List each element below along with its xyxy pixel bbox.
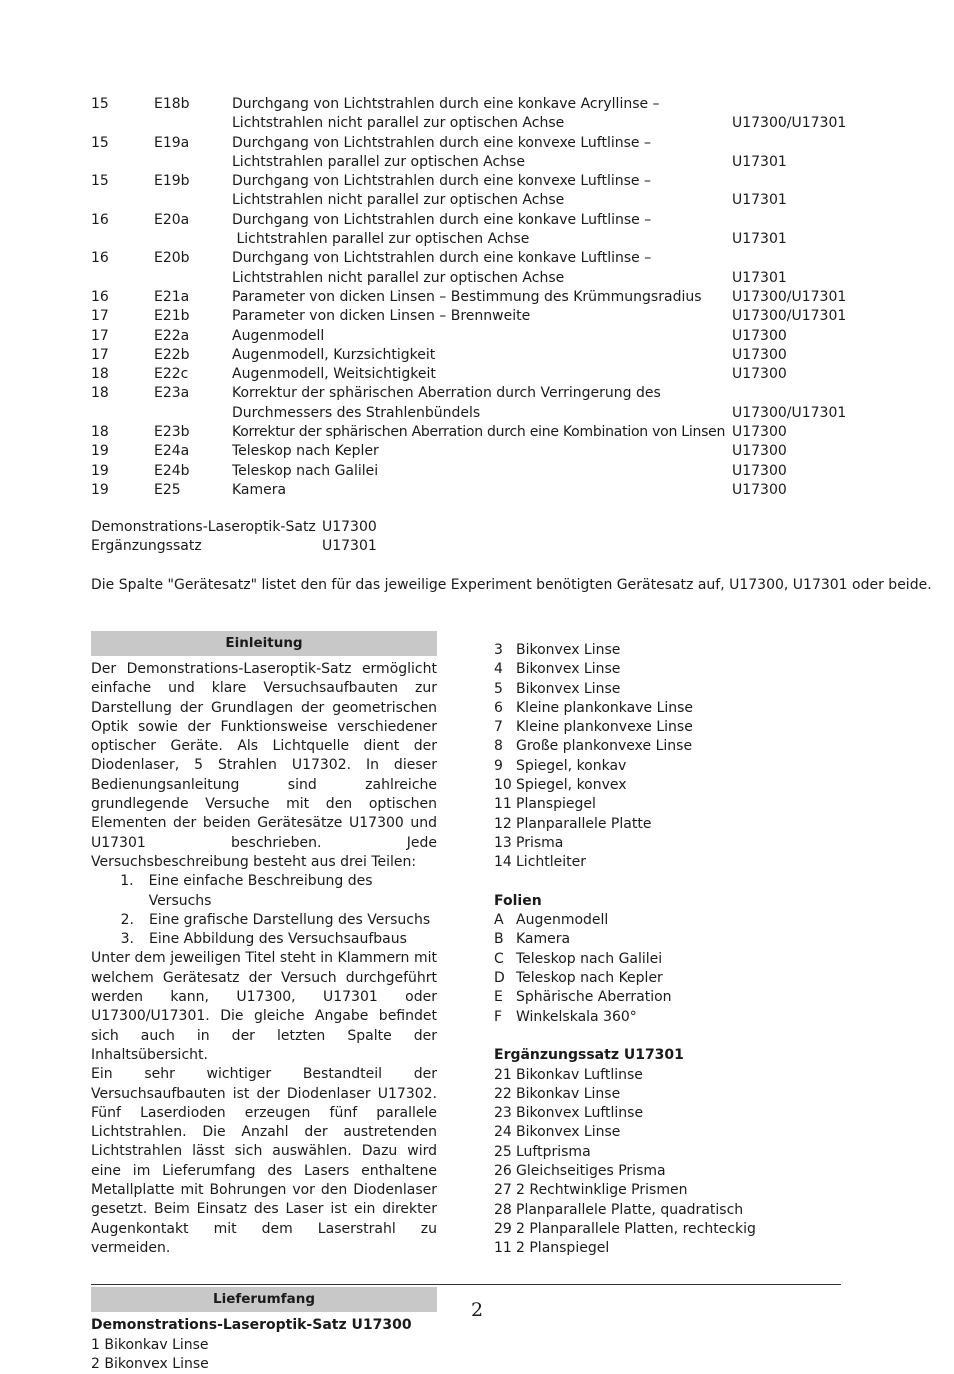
toc-set bbox=[732, 172, 851, 191]
toc-code: E19a bbox=[154, 134, 190, 151]
toc-page bbox=[91, 404, 154, 423]
toc-title: Durchgang von Lichtstrahlen durch eine konkave Luftlinse – bbox=[232, 250, 652, 267]
item-number: 13 bbox=[494, 834, 512, 851]
item-text: Sphärische Aberration bbox=[516, 989, 672, 1006]
toc-row bbox=[91, 442, 851, 461]
list-item bbox=[494, 1239, 854, 1258]
item-text: Kleine plankonkave Linse bbox=[516, 699, 694, 716]
item-number: 9 bbox=[494, 757, 503, 774]
list-item bbox=[494, 660, 854, 679]
list-item bbox=[494, 1066, 854, 1085]
list-item bbox=[494, 1104, 854, 1123]
toc-page: 16 bbox=[91, 288, 109, 305]
toc-code: E24a bbox=[154, 443, 190, 460]
toc-set: U17300/U17301 bbox=[732, 404, 847, 421]
list-item bbox=[494, 950, 854, 969]
intro-list bbox=[91, 872, 437, 949]
toc-row bbox=[91, 95, 851, 114]
list-item bbox=[494, 1085, 854, 1104]
toc-code: E22b bbox=[154, 346, 190, 363]
item-number: 8 bbox=[494, 738, 503, 755]
set-row bbox=[91, 537, 377, 556]
left-column bbox=[91, 631, 437, 1374]
item-text: Bikonvex Linse bbox=[516, 642, 621, 658]
toc-page: 17 bbox=[91, 308, 109, 325]
item-text: Augenmodell bbox=[516, 912, 609, 929]
toc-page bbox=[91, 114, 154, 133]
item-text: Bikonkav Luftlinse bbox=[516, 1066, 643, 1083]
section-heading-einleitung: Einleitung bbox=[91, 631, 437, 656]
item-number: 27 bbox=[494, 1182, 512, 1199]
list-item bbox=[494, 1201, 854, 1220]
item-text: Luftprisma bbox=[516, 1143, 591, 1160]
intro-paragraph: Unter dem jeweiligen Titel steht in Klammern mit welchem Gerätesatz der Versuch durchgeführt werden kann, U17300, U17301 oder U17300/U17301. Die gleiche Angabe befindet sich auch in der letzten Spalte der Inhaltsübersicht. bbox=[91, 950, 437, 1063]
toc-row bbox=[91, 365, 851, 384]
toc-row bbox=[91, 307, 851, 326]
list-item bbox=[494, 988, 854, 1007]
scope-subheading: Demonstrations-Laseroptik-Satz U17300 bbox=[91, 1317, 412, 1334]
list-item bbox=[494, 1220, 854, 1239]
toc-title: Augenmodell, Weitsichtigkeit bbox=[232, 366, 436, 383]
erganzungssatz-heading: Ergänzungssatz U17301 bbox=[494, 1047, 684, 1064]
list-item bbox=[494, 737, 854, 756]
toc-row bbox=[91, 269, 851, 288]
toc-page: 16 bbox=[91, 250, 109, 267]
toc-page: 15 bbox=[91, 173, 109, 190]
list-item bbox=[494, 1008, 854, 1027]
toc-page: 15 bbox=[91, 134, 109, 151]
toc-title: Durchgang von Lichtstrahlen durch eine konkave Acryllinse – bbox=[232, 96, 660, 112]
item-letter: E bbox=[494, 989, 503, 1006]
list-item bbox=[494, 1143, 854, 1162]
intro-paragraph: Ein sehr wichtiger Bestandteil der Versuchsaufbauten ist der Diodenlaser U17302. Fünf Laserdioden erzeugen fünf parallele Lichtstrahlen. Die Anzahl der austretenden Lichtstrahlen lässt sich auswählen. Dazu wird eine im Lieferumfang des Lasers enthaltene Metallplatte mit Bohrungen vor den Diodenlaser gesetzt. Beim Einsatz des Laser ist ein direkter Augenkontakt mit dem Laserstrahl zu vermeiden. bbox=[91, 1066, 437, 1256]
toc-code: E22c bbox=[154, 366, 189, 383]
list-item bbox=[494, 911, 854, 930]
item-letter: D bbox=[494, 970, 505, 987]
toc-code bbox=[154, 153, 232, 172]
toc-title: Parameter von dicken Linsen – Bestimmung des Krümmungsradius bbox=[232, 288, 702, 305]
item-letter: B bbox=[494, 931, 504, 948]
toc-page: 15 bbox=[91, 96, 109, 112]
item-number: 21 bbox=[494, 1066, 512, 1083]
toc-page: 17 bbox=[91, 327, 109, 344]
toc-set: U17300 bbox=[732, 481, 787, 498]
item-text: Bikonvex Linse bbox=[516, 661, 621, 678]
column-note: Die Spalte "Gerätesatz" listet den für das jeweilige Experiment benötigten Gerätesatz auf, U17300, U17301 oder beide. bbox=[91, 577, 932, 593]
folien-list bbox=[494, 911, 854, 1027]
right-column bbox=[494, 641, 854, 1259]
list-item bbox=[91, 930, 437, 949]
toc-page bbox=[91, 230, 154, 249]
item-text: Bikonvex Linse bbox=[516, 680, 621, 697]
list-number: 3. bbox=[120, 931, 134, 948]
toc-code: E23a bbox=[154, 385, 190, 402]
item-list-u17300 bbox=[494, 641, 854, 873]
list-item: 1 Bikonkav Linse bbox=[91, 1336, 209, 1353]
list-text: Eine grafische Darstellung des Versuchs bbox=[149, 911, 431, 928]
item-text: 2 Planspiegel bbox=[516, 1240, 610, 1257]
item-number: 4 bbox=[494, 661, 503, 678]
item-text: Lichtleiter bbox=[516, 854, 586, 871]
item-number: 23 bbox=[494, 1105, 512, 1122]
item-text: Spiegel, konvex bbox=[516, 777, 627, 794]
toc-page: 18 bbox=[91, 424, 109, 441]
toc-set: U17301 bbox=[732, 269, 787, 286]
toc-code bbox=[154, 404, 232, 423]
toc-row bbox=[91, 114, 851, 133]
list-item bbox=[494, 680, 854, 699]
item-number: 22 bbox=[494, 1085, 512, 1102]
toc-set: U17300/U17301 bbox=[732, 308, 847, 325]
list-item bbox=[494, 930, 854, 949]
set-code: U17300 bbox=[322, 519, 377, 535]
toc-row bbox=[91, 288, 851, 307]
toc-set: U17301 bbox=[732, 153, 787, 170]
item-text: Bikonvex Linse bbox=[516, 1124, 621, 1141]
toc-row bbox=[91, 230, 851, 249]
set-row bbox=[91, 518, 377, 537]
item-text: 2 Rechtwinklige Prismen bbox=[516, 1182, 688, 1199]
toc-set bbox=[732, 95, 851, 114]
item-number: 11 bbox=[494, 796, 512, 813]
list-item bbox=[494, 834, 854, 853]
set-list bbox=[91, 518, 377, 557]
item-text: Planparallele Platte, quadratisch bbox=[516, 1201, 744, 1218]
item-number: 5 bbox=[494, 680, 503, 697]
toc-code: E25 bbox=[154, 481, 181, 498]
toc-row bbox=[91, 211, 851, 230]
toc-set: U17300/U17301 bbox=[732, 115, 847, 132]
toc-row bbox=[91, 172, 851, 191]
toc-code bbox=[154, 230, 232, 249]
list-text: Eine Abbildung des Versuchsaufbaus bbox=[149, 931, 407, 948]
list-item bbox=[494, 795, 854, 814]
toc-row bbox=[91, 462, 851, 481]
list-item bbox=[494, 969, 854, 988]
item-text: Spiegel, konkav bbox=[516, 757, 627, 774]
list-item bbox=[494, 776, 854, 795]
item-number: 11 bbox=[494, 1240, 512, 1257]
toc-set bbox=[732, 211, 851, 230]
footer-divider bbox=[91, 1284, 841, 1285]
toc-set: U17300 bbox=[732, 366, 787, 383]
list-text: Eine einfache Beschreibung des Versuchs bbox=[148, 873, 373, 909]
list-item bbox=[494, 757, 854, 776]
toc-code: E20a bbox=[154, 211, 190, 228]
toc-page: 17 bbox=[91, 346, 109, 363]
list-item bbox=[494, 641, 854, 660]
item-number: 12 bbox=[494, 815, 512, 832]
toc-title: Lichtstrahlen nicht parallel zur optischen Achse bbox=[232, 192, 565, 209]
toc-title: Durchmessers des Strahlenbündels bbox=[232, 404, 481, 421]
toc-row bbox=[91, 191, 851, 210]
toc-code: E23b bbox=[154, 424, 190, 441]
folien-heading: Folien bbox=[494, 892, 542, 909]
list-item bbox=[494, 815, 854, 834]
toc-set bbox=[732, 134, 851, 153]
toc-set: U17300 bbox=[732, 462, 787, 479]
toc-page bbox=[91, 269, 154, 288]
toc-row bbox=[91, 423, 851, 442]
list-item bbox=[91, 911, 437, 930]
toc-page: 16 bbox=[91, 211, 109, 228]
toc-code: E22a bbox=[154, 327, 190, 344]
item-text: Gleichseitiges Prisma bbox=[516, 1163, 666, 1180]
toc-code: E21b bbox=[154, 308, 190, 325]
toc-row bbox=[91, 384, 851, 403]
toc-code: E18b bbox=[154, 96, 190, 112]
item-text: Teleskop nach Kepler bbox=[516, 970, 663, 987]
item-number: 6 bbox=[494, 699, 503, 716]
list-item bbox=[494, 699, 854, 718]
toc-row bbox=[91, 153, 851, 172]
item-number: 29 bbox=[494, 1220, 512, 1237]
item-text: Planparallele Platte bbox=[516, 815, 652, 832]
list-item bbox=[494, 1123, 854, 1142]
item-number: 3 bbox=[494, 642, 503, 658]
toc-set: U17301 bbox=[732, 192, 787, 209]
toc-title: Augenmodell, Kurzsichtigkeit bbox=[232, 346, 436, 363]
item-text: Bikonvex Luftlinse bbox=[516, 1105, 644, 1122]
item-text: Teleskop nach Galilei bbox=[516, 950, 663, 967]
item-number: 7 bbox=[494, 719, 503, 736]
toc-title: Teleskop nach Galilei bbox=[232, 462, 379, 479]
toc-row bbox=[91, 404, 851, 423]
list-item bbox=[91, 872, 437, 911]
item-text: Große plankonvexe Linse bbox=[516, 738, 693, 755]
toc-page: 19 bbox=[91, 443, 109, 460]
contents-table bbox=[91, 95, 851, 500]
toc-set bbox=[732, 384, 851, 403]
toc-code bbox=[154, 114, 232, 133]
list-item bbox=[494, 718, 854, 737]
toc-set bbox=[732, 249, 851, 268]
list-item bbox=[494, 1162, 854, 1181]
toc-page bbox=[91, 153, 154, 172]
toc-row bbox=[91, 346, 851, 365]
list-number: 2. bbox=[120, 911, 134, 928]
toc-page: 19 bbox=[91, 481, 109, 498]
item-number: 14 bbox=[494, 854, 512, 871]
item-letter: C bbox=[494, 950, 504, 967]
toc-code bbox=[154, 191, 232, 210]
list-item bbox=[494, 1181, 854, 1200]
item-number: 24 bbox=[494, 1124, 512, 1141]
item-text: Kleine plankonvexe Linse bbox=[516, 719, 693, 736]
toc-title: Kamera bbox=[232, 481, 287, 498]
toc-title: Parameter von dicken Linsen – Brennweite bbox=[232, 308, 531, 325]
toc-row bbox=[91, 327, 851, 346]
item-text: Prisma bbox=[516, 834, 564, 851]
list-number: 1. bbox=[120, 873, 134, 890]
toc-title: Lichtstrahlen parallel zur optischen Achse bbox=[232, 231, 530, 248]
toc-code: E21a bbox=[154, 288, 190, 305]
toc-page: 18 bbox=[91, 385, 109, 402]
toc-set: U17300 bbox=[732, 346, 787, 363]
item-number: 10 bbox=[494, 777, 512, 794]
toc-page: 19 bbox=[91, 462, 109, 479]
item-number: 25 bbox=[494, 1143, 512, 1160]
toc-title: Durchgang von Lichtstrahlen durch eine konkave Luftlinse – bbox=[232, 211, 652, 228]
item-text: 2 Planparallele Platten, rechteckig bbox=[516, 1220, 756, 1237]
toc-code: E20b bbox=[154, 250, 190, 267]
set-name: Ergänzungssatz bbox=[91, 538, 202, 555]
item-number: 26 bbox=[494, 1163, 512, 1180]
toc-page: 18 bbox=[91, 366, 109, 383]
toc-row bbox=[91, 134, 851, 153]
toc-title: Lichtstrahlen nicht parallel zur optischen Achse bbox=[232, 115, 565, 132]
toc-code: E19b bbox=[154, 173, 190, 190]
set-code: U17301 bbox=[322, 538, 377, 555]
toc-title: Teleskop nach Kepler bbox=[232, 443, 379, 460]
toc-title: Lichtstrahlen nicht parallel zur optischen Achse bbox=[232, 269, 565, 286]
toc-set: U17300/U17301 bbox=[732, 288, 847, 305]
toc-row bbox=[91, 481, 851, 500]
toc-set: U17300 bbox=[732, 327, 787, 344]
page-number: 2 bbox=[470, 1299, 484, 1321]
erganzungssatz-list bbox=[494, 1066, 854, 1259]
toc-code: E24b bbox=[154, 462, 190, 479]
toc-title: Korrektur der sphärischen Aberration durch Verringerung des bbox=[232, 385, 661, 402]
set-name: Demonstrations-Laseroptik-Satz bbox=[91, 519, 316, 535]
toc-set: U17300 bbox=[732, 443, 787, 460]
toc-title: Korrektur der sphärischen Aberration durch eine Kombination von Linsen bbox=[232, 424, 726, 441]
toc-title: Augenmodell bbox=[232, 327, 325, 344]
toc-title: Lichtstrahlen parallel zur optischen Achse bbox=[232, 153, 525, 170]
toc-code bbox=[154, 269, 232, 288]
item-text: Winkelskala 360° bbox=[516, 1008, 637, 1025]
toc-title: Durchgang von Lichtstrahlen durch eine konvexe Luftlinse – bbox=[232, 134, 651, 151]
toc-row bbox=[91, 249, 851, 268]
item-text: Kamera bbox=[516, 931, 571, 948]
item-letter: A bbox=[494, 912, 504, 929]
toc-set: U17300 bbox=[732, 424, 787, 441]
toc-title: Durchgang von Lichtstrahlen durch eine konvexe Luftlinse – bbox=[232, 173, 651, 190]
item-number: 28 bbox=[494, 1201, 512, 1218]
item-text: Planspiegel bbox=[516, 796, 596, 813]
toc-page bbox=[91, 191, 154, 210]
intro-paragraph: Der Demonstrations-Laseroptik-Satz ermöglicht einfache und klare Versuchsaufbauten zur Darstellung der Grundlagen der geometrischen Optik sowie der Funktionsweise verschiedener optischer Geräte. Als Lichtquelle dient der Diodenlaser, 5 Strahlen U17302. In dieser Bedienungsanleitung sind zahlreiche grundlegende Versuche mit den optischen Elementen der beiden Gerätesätze U17300 und U17301 beschrieben. Jede Versuchsbeschreibung besteht aus drei Teilen: bbox=[91, 661, 437, 870]
item-letter: F bbox=[494, 1008, 503, 1025]
toc-set: U17301 bbox=[732, 231, 787, 248]
section-heading-lieferumfang: Lieferumfang bbox=[91, 1287, 437, 1312]
list-item: 2 Bikonvex Linse bbox=[91, 1355, 209, 1372]
list-item bbox=[494, 853, 854, 872]
item-text: Bikonkav Linse bbox=[516, 1085, 621, 1102]
